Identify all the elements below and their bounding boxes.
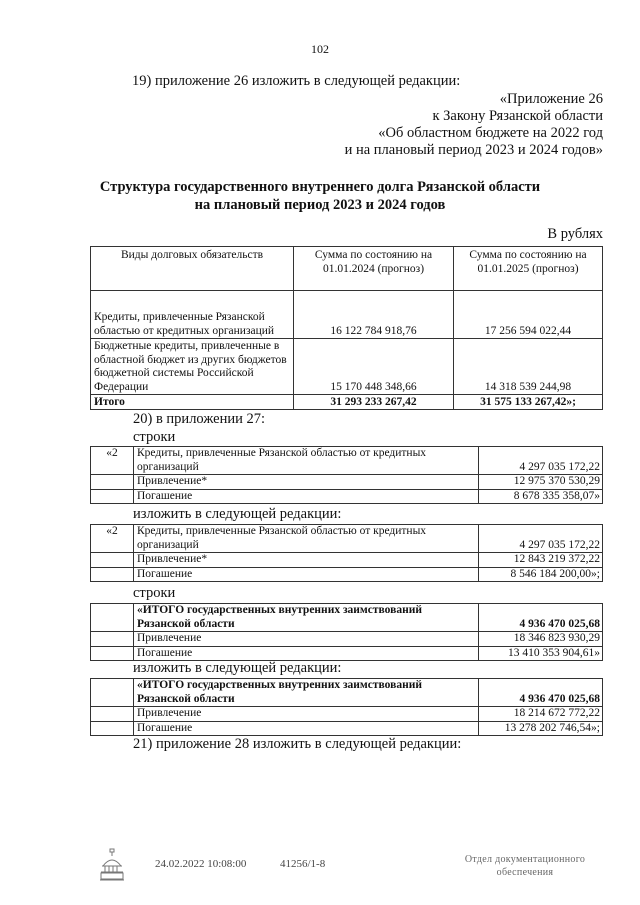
item-19-text: 19) приложение 26 изложить в следующей редакции: xyxy=(132,73,461,89)
row-number: «2 xyxy=(91,447,134,475)
row-value: 13 410 353 904,61» xyxy=(479,646,603,661)
title-line: на плановый период 2023 и 2024 годов xyxy=(194,197,446,213)
row-value: 18 214 672 772,22 xyxy=(479,707,603,722)
document-title xyxy=(0,178,640,214)
replace-label: изложить в следующей редакции: xyxy=(133,506,342,522)
row-value: 18 346 823 930,29 xyxy=(479,632,603,647)
annex-header xyxy=(345,91,603,159)
row-label: Кредиты, привлеченные Рязанской областью от кредитных организаций xyxy=(134,447,479,475)
row-label: Погашение xyxy=(134,567,479,582)
row-label: Погашение xyxy=(134,489,479,504)
row-number xyxy=(91,679,134,707)
page-number: 102 xyxy=(311,42,329,56)
row-value: 4 936 470 025,68 xyxy=(479,679,603,707)
annex-line: к Закону Рязанской области xyxy=(432,108,603,124)
row-number xyxy=(91,721,134,736)
value-2024: 15 170 448 348,66 xyxy=(294,339,454,395)
value-2025: 17 256 594 022,44 xyxy=(454,291,603,339)
annex-line: и на плановый период 2023 и 2024 годов» xyxy=(344,142,603,158)
row-label: Погашение xyxy=(134,721,479,736)
row-label: «ИТОГО государственных внутренних заимствований Рязанской области xyxy=(134,604,479,632)
rows-label: строки xyxy=(133,429,176,445)
currency-unit: В рублях xyxy=(547,226,603,242)
row-number: «2 xyxy=(91,525,134,553)
row-label: Итого xyxy=(91,395,294,410)
row-label: «ИТОГО государственных внутренних заимствований Рязанской области xyxy=(134,679,479,707)
row-value: 8 546 184 200,00»; xyxy=(479,567,603,582)
new-total-table xyxy=(90,678,603,736)
replace-label-2: изложить в следующей редакции: xyxy=(133,660,342,676)
row-label: Привлечение xyxy=(134,707,479,722)
row-number xyxy=(91,707,134,722)
footer-datetime: 24.02.2022 10:08:00 xyxy=(155,858,247,870)
table-total-row xyxy=(91,395,603,410)
header-cell: Сумма по состоянию на 01.01.2024 (прогноз) xyxy=(294,247,454,291)
row-label: Кредиты, привлеченные Рязанской областью от кредитных организаций xyxy=(134,525,479,553)
row-number xyxy=(91,553,134,568)
table-row xyxy=(91,339,603,395)
row-number xyxy=(91,604,134,632)
row-number xyxy=(91,632,134,647)
table-row xyxy=(91,475,603,490)
row-value: 13 278 202 746,54»; xyxy=(479,721,603,736)
header-cell: Виды долговых обязательств xyxy=(91,247,294,291)
table-row xyxy=(91,291,603,339)
department-line: Отдел документационного xyxy=(464,854,586,865)
department-line: обеспечения xyxy=(496,867,554,878)
table-row xyxy=(91,567,603,582)
table-row xyxy=(91,489,603,504)
table-row xyxy=(91,604,603,632)
table-row xyxy=(91,553,603,568)
row-label: Привлечение* xyxy=(134,553,479,568)
new-credits-table xyxy=(90,524,603,582)
row-value: 4 297 035 172,22 xyxy=(479,447,603,475)
table-row xyxy=(91,721,603,736)
duma-building-logo-icon xyxy=(98,848,126,882)
table-row xyxy=(91,646,603,661)
value-2025: 31 575 133 267,42»; xyxy=(454,395,603,410)
row-label: Кредиты, привлеченные Рязанской областью от кредитных организаций xyxy=(91,291,294,339)
row-value: 4 297 035 172,22 xyxy=(479,525,603,553)
annex-line: «Приложение 26 xyxy=(499,91,603,107)
row-label: Бюджетные кредиты, привлеченные в областной бюджет из других бюджетов бюджетной системы Российской Федерации xyxy=(91,339,294,395)
row-number xyxy=(91,489,134,504)
header-cell: Сумма по состоянию на 01.01.2025 (прогноз) xyxy=(454,247,603,291)
old-credits-table xyxy=(90,446,603,504)
row-label: Привлечение xyxy=(134,632,479,647)
footer-department xyxy=(440,853,610,879)
debt-structure-table xyxy=(90,246,603,410)
table-header-row xyxy=(91,247,603,291)
value-2024: 16 122 784 918,76 xyxy=(294,291,454,339)
row-label: Погашение xyxy=(134,646,479,661)
row-number xyxy=(91,567,134,582)
value-2024: 31 293 233 267,42 xyxy=(294,395,454,410)
old-total-table xyxy=(90,603,603,661)
item-21-text: 21) приложение 28 изложить в следующей редакции: xyxy=(133,736,462,752)
row-number xyxy=(91,646,134,661)
row-value: 12 843 219 372,22 xyxy=(479,553,603,568)
table-row xyxy=(91,447,603,475)
row-value: 8 678 335 358,07» xyxy=(479,489,603,504)
footer-doc-number: 41256/1-8 xyxy=(280,858,326,870)
annex-line: «Об областном бюджете на 2022 год xyxy=(378,125,603,141)
table-row xyxy=(91,525,603,553)
value-2025: 14 318 539 244,98 xyxy=(454,339,603,395)
rows-label-2: строки xyxy=(133,585,176,601)
row-value: 4 936 470 025,68 xyxy=(479,604,603,632)
title-line: Структура государственного внутреннего долга Рязанской области xyxy=(99,179,541,195)
table-row xyxy=(91,679,603,707)
item-20-text: 20) в приложении 27: xyxy=(133,411,266,427)
row-value: 12 975 370 530,29 xyxy=(479,475,603,490)
row-number xyxy=(91,475,134,490)
row-label: Привлечение* xyxy=(134,475,479,490)
table-row xyxy=(91,707,603,722)
table-row xyxy=(91,632,603,647)
